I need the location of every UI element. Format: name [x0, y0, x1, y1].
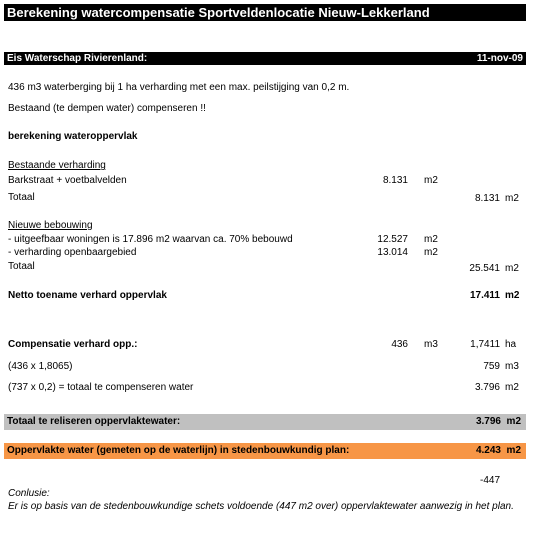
intro-line-2: Bestaand (te dempen water) compenseren !!: [8, 103, 206, 114]
nieuwe-total-value: 25.541: [469, 263, 500, 274]
header-bar: [4, 52, 526, 65]
oppervlakte-plan-unit: m2: [506, 445, 521, 456]
oppervlakte-plan-bar: [4, 443, 526, 459]
compensatie-label: Compensatie verhard opp.:: [8, 339, 138, 350]
nieuwe-row2-unit: m2: [424, 247, 438, 258]
totaal-realiseren-bar: [4, 414, 526, 430]
nieuwe-total-unit: m2: [505, 263, 519, 274]
totaal-realiseren-unit: m2: [506, 416, 521, 427]
header-date: 11-nov-09: [476, 53, 523, 64]
conclusie-heading: Conlusie:: [8, 488, 50, 499]
nieuwe-title: Nieuwe bebouwing: [8, 220, 93, 231]
totaal-realiseren-label: Totaal te reliseren oppervlaktewater:: [7, 416, 181, 427]
calc2-value: 3.796: [474, 382, 500, 393]
bestaande-row-unit: m2: [424, 175, 438, 186]
bestaande-total-value: 8.131: [474, 193, 500, 204]
netto-label: Netto toename verhard oppervlak: [8, 290, 167, 301]
nieuwe-total-label: Totaal: [8, 261, 35, 272]
nieuwe-row2-value: 13.014: [377, 247, 408, 258]
intro-line-1: 436 m3 waterberging bij 1 ha verharding met een max. peilstijging van 0,2 m.: [8, 82, 350, 93]
verschil-value: -447: [479, 475, 500, 486]
bestaande-row-value: 8.131: [382, 175, 408, 186]
compensatie-unit: m3: [424, 339, 438, 350]
nieuwe-row2-label: - verharding openbaargebied: [8, 247, 137, 258]
netto-unit: m2: [505, 290, 520, 301]
calc2-label: (737 x 0,2) = totaal te compenseren water: [8, 382, 194, 393]
bestaande-total-label: Totaal: [8, 192, 35, 203]
calc1-label: (436 x 1,8065): [8, 361, 73, 372]
oppervlakte-plan-value: 4.243: [475, 445, 501, 456]
compensatie-result-unit: ha: [505, 339, 517, 350]
compensatie-value: 436: [391, 339, 408, 350]
document-title: Berekening watercompensatie Sportveldenlocatie Nieuw-Lekkerland: [7, 5, 430, 20]
oppervlakte-plan-label: Oppervlakte water (gemeten op de waterlijn) in stedenbouwkundig plan:: [7, 445, 350, 456]
nieuwe-row1-unit: m2: [424, 234, 438, 245]
compensatie-result: 1,7411: [470, 339, 500, 350]
totaal-realiseren-amount: [476, 414, 521, 430]
oppervlakte-plan-amount: [476, 443, 521, 459]
conclusie-text: Er is op basis van de stedenbouwkundige schets voldoende (447 m2 over) oppervlaktewater aanwezig in het plan.: [8, 501, 514, 512]
nieuwe-row1-value: 12.527: [377, 234, 408, 245]
section-heading: berekening wateroppervlak: [8, 131, 138, 142]
header-org: Eis Waterschap Rivierenland:: [7, 53, 148, 64]
netto-value: 17.411: [469, 290, 500, 301]
calc1-unit: m3: [505, 361, 519, 372]
calc1-value: 759: [483, 361, 500, 372]
nieuwe-row1-label: - uitgeefbaar woningen is 17.896 m2 waarvan ca. 70% bebouwd: [8, 234, 293, 245]
bestaande-total-unit: m2: [505, 193, 519, 204]
totaal-realiseren-value: 3.796: [475, 416, 501, 427]
calc2-unit: m2: [505, 382, 519, 393]
bestaande-title: Bestaande verharding: [8, 160, 106, 171]
document-title-bar: [4, 4, 526, 21]
bestaande-row-label: Barkstraat + voetbalvelden: [8, 175, 127, 186]
